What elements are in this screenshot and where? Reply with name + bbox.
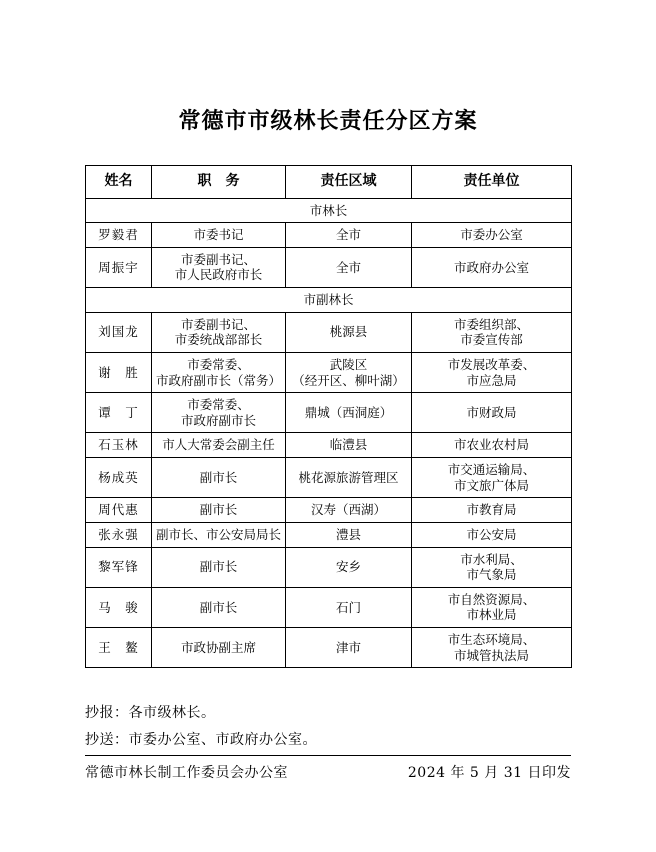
cell-unit: 市生态环境局、 市城管执法局 <box>412 628 572 668</box>
column-header-unit: 责任单位 <box>412 166 572 199</box>
note-line-cc-send: 抄送：市委办公室、市政府办公室。 <box>85 731 317 748</box>
cell-area: 全市 <box>286 223 412 248</box>
cell-area: 澧县 <box>286 522 412 547</box>
cell-name: 张永强 <box>86 522 152 547</box>
table-row <box>86 547 572 587</box>
cell-title: 副市长 <box>152 458 286 498</box>
table-row <box>86 498 572 523</box>
cell-area: 全市 <box>286 247 412 287</box>
table-row <box>86 433 572 458</box>
cell-title: 市委副书记、 市委统战部部长 <box>152 312 286 352</box>
cell-area: 安乡 <box>286 547 412 587</box>
cell-unit: 市自然资源局、 市林业局 <box>412 587 572 627</box>
cell-title: 副市长 <box>152 498 286 523</box>
document-footer <box>85 755 571 782</box>
cell-area: 石门 <box>286 587 412 627</box>
cell-title: 副市长 <box>152 587 286 627</box>
cell-area: 桃源县 <box>286 312 412 352</box>
cell-area: 临澧县 <box>286 433 412 458</box>
cell-name: 刘国龙 <box>86 312 152 352</box>
column-header-title: 职 务 <box>152 166 286 199</box>
cell-title: 市委副书记、 市人民政府市长 <box>152 247 286 287</box>
cell-area: 鼎城（西洞庭） <box>286 393 412 433</box>
cell-title: 市人大常委会副主任 <box>152 433 286 458</box>
cell-title: 副市长、市公安局局长 <box>152 522 286 547</box>
table-row <box>86 247 572 287</box>
cell-unit: 市公安局 <box>412 522 572 547</box>
cell-name: 马 骏 <box>86 587 152 627</box>
cell-name: 杨成英 <box>86 458 152 498</box>
section-label: 市林长 <box>86 198 572 223</box>
table-row <box>86 393 572 433</box>
cell-unit: 市水利局、 市气象局 <box>412 547 572 587</box>
cell-unit: 市财政局 <box>412 393 572 433</box>
table-row <box>86 458 572 498</box>
footer-issuer: 常德市林长制工作委员会办公室 <box>85 765 288 781</box>
cell-title: 市委常委、 市政府副市长 <box>152 393 286 433</box>
cell-name: 谢 胜 <box>86 352 152 392</box>
table-section-row <box>86 288 572 313</box>
table-row <box>86 587 572 627</box>
column-header-area: 责任区域 <box>286 166 412 199</box>
cell-area: 桃花源旅游管理区 <box>286 458 412 498</box>
cell-name: 周振宇 <box>86 247 152 287</box>
cell-name: 罗毅君 <box>86 223 152 248</box>
distribution-notes <box>85 700 571 753</box>
cell-area: 汉寿（西湖） <box>286 498 412 523</box>
cell-name: 谭 丁 <box>86 393 152 433</box>
page-title: 常德市市级林长责任分区方案 <box>178 108 478 134</box>
cell-title: 市政协副主席 <box>152 628 286 668</box>
table-body <box>86 198 572 668</box>
cell-name: 黎军锋 <box>86 547 152 587</box>
table-header-row <box>86 166 572 199</box>
cell-name: 周代惠 <box>86 498 152 523</box>
cell-title: 副市长 <box>152 547 286 587</box>
cell-unit: 市农业农村局 <box>412 433 572 458</box>
cell-name: 石玉林 <box>86 433 152 458</box>
column-header-name: 姓名 <box>86 166 152 199</box>
cell-area: 武陵区 （经开区、柳叶湖） <box>286 352 412 392</box>
table-row <box>86 223 572 248</box>
forest-chief-assignment-table <box>85 165 572 668</box>
table-row <box>86 352 572 392</box>
cell-unit: 市委办公室 <box>412 223 572 248</box>
cell-unit: 市交通运输局、 市文旅广体局 <box>412 458 572 498</box>
section-label: 市副林长 <box>86 288 572 313</box>
table-section-row <box>86 198 572 223</box>
cell-unit: 市委组织部、 市委宣传部 <box>412 312 572 352</box>
table-row <box>86 312 572 352</box>
note-line-cc-report: 抄报：各市级林长。 <box>85 705 216 721</box>
table-row <box>86 522 572 547</box>
footer-date: 2024 年 5 月 31 日印发 <box>407 765 571 781</box>
cell-unit: 市发展改革委、 市应急局 <box>412 352 572 392</box>
table-row <box>86 628 572 668</box>
cell-unit: 市教育局 <box>412 498 572 523</box>
cell-unit: 市政府办公室 <box>412 247 572 287</box>
cell-title: 市委书记 <box>152 223 286 248</box>
cell-area: 津市 <box>286 628 412 668</box>
cell-name: 王 鳌 <box>86 628 152 668</box>
cell-title: 市委常委、 市政府副市长（常务） <box>152 352 286 392</box>
